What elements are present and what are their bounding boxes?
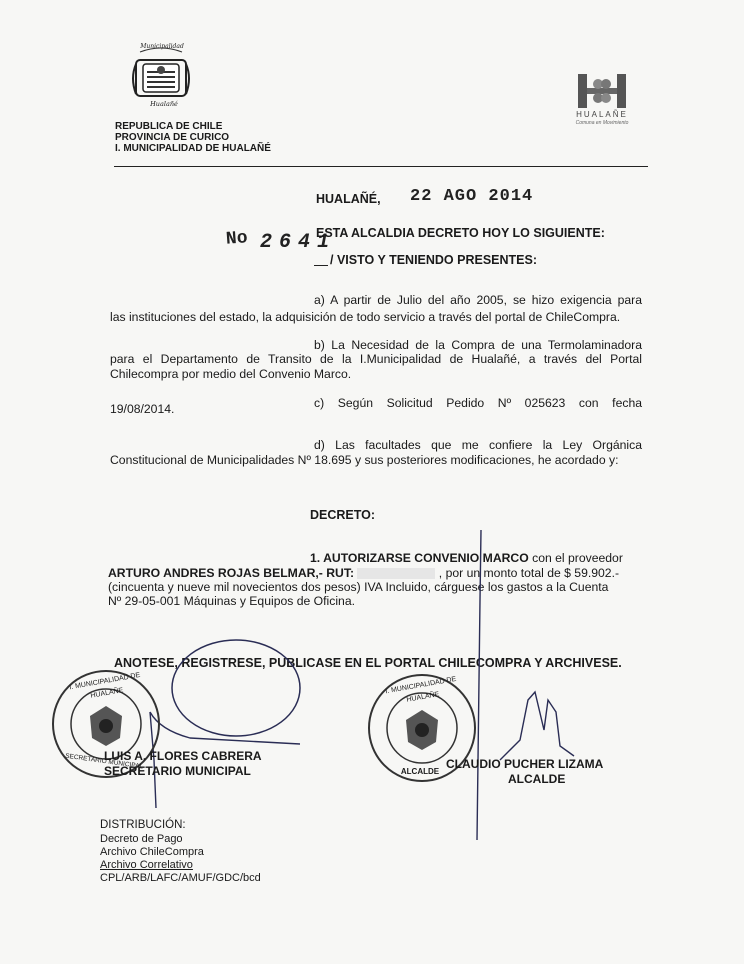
amount-text: , por un monto total de $ 59.902.- (438, 566, 620, 580)
logo-tagline: Comuna en Movimiento (575, 120, 629, 126)
para-b-line3: Chilecompra por medio del Convenio Marco. (110, 367, 352, 381)
resolution-line3: (cincuenta y nueve mil novecientos dos pesos) IVA Incluido, cárguese los gastos a la Cuenta (108, 580, 609, 594)
decreto-heading: DECRETO: (310, 508, 376, 522)
distribution-item: Archivo Correlativo (100, 859, 193, 871)
para-d-line1: d) Las facultades que me confiere la Ley Orgánica (314, 438, 642, 452)
para-d-line2: Constitucional de Municipalidades Nº 18.695 y sus posteriores modificaciones, he acordado y: (110, 453, 619, 467)
logo-name: HUALAÑE (576, 110, 628, 119)
pen-loop (172, 640, 300, 736)
left-seal-bottom-text: SECRETARIO MUNICIPAL (64, 752, 144, 771)
right-signatory-name: CLAUDIO PUCHER LIZAMA (446, 757, 604, 771)
decree-number: 2641 (260, 231, 337, 254)
para-a-line2: las instituciones del estado, la adquisición de todo servicio a través del portal de ChileCompra. (110, 310, 621, 324)
distribution-item: Decreto de Pago (100, 833, 183, 845)
supplier-name: ARTURO ANDRES ROJAS BELMAR,- RUT: (108, 566, 355, 580)
right-signatory-title: ALCALDE (508, 772, 566, 786)
dateline-place: HUALAÑÉ, (316, 192, 381, 206)
para-a-line1: a) A partir de Julio del año 2005, se hizo exigencia para (314, 293, 642, 307)
left-seal-top-text: I. MUNICIPALIDAD DE HUALAÑE (68, 671, 141, 700)
dateline-date-stamp: 22 AGO 2014 (410, 187, 534, 206)
closing-statement: ANOTESE, REGISTRESE, PUBLICASE EN EL PORTAL CHILECOMPRA Y ARCHIVESE. (114, 656, 622, 670)
header-republic: REPUBLICA DE CHILE (115, 121, 223, 132)
visto-label: VISTO Y TENIENDO PRESENTES: (336, 253, 538, 267)
right-signature-stroke (500, 692, 574, 760)
distribution-initials: CPL/ARB/LAFC/AMUF/GDC/bcd (100, 872, 261, 884)
distribution-heading: DISTRIBUCIÓN: (100, 819, 186, 831)
intro-line-2: / VISTO Y TENIENDO PRESENTES: (330, 253, 538, 267)
para-b-line1: b) La Necesidad de la Compra de una Termolaminadora (314, 338, 642, 352)
header-municipality: I. MUNICIPALIDAD DE HUALAÑÉ (115, 143, 271, 154)
distribution-item: Archivo ChileCompra (100, 846, 204, 858)
para-b-line2: para el Departamento de Transito de la I.Municipalidad de Hualañé, a través del Portal (110, 352, 642, 366)
left-signatory-name: LUIS A. FLORES CABRERA (104, 749, 262, 763)
resolution-item1-heading: 1. AUTORIZARSE CONVENIO MARCO (310, 551, 529, 565)
crest-bottom-text: Hualañé (150, 100, 178, 108)
resolution-line4: Nº 29-05-001 Máquinas y Equipos de Oficina. (108, 594, 355, 608)
header-province: PROVINCIA DE CURICO (115, 132, 230, 143)
para-c-line1: c) Según Solicitud Pedido Nº 025623 con fecha (314, 396, 642, 410)
resolution-item1-tail: con el proveedor (532, 551, 623, 565)
intro-line-1: ESTA ALCALDIA DECRETO HOY LO SIGUIENTE: (316, 226, 605, 240)
left-signatory-title: SECRETARIO MUNICIPAL (104, 764, 251, 778)
crest-top-text: Municipalidad (140, 43, 184, 50)
right-seal-top-text: I. MUNICIPALIDAD DE HUALAÑE (384, 675, 457, 704)
decree-number-prefix: No (225, 228, 249, 250)
right-seal-bottom-text: ALCALDE (400, 767, 440, 776)
para-c-line2: 19/08/2014. (110, 402, 175, 416)
